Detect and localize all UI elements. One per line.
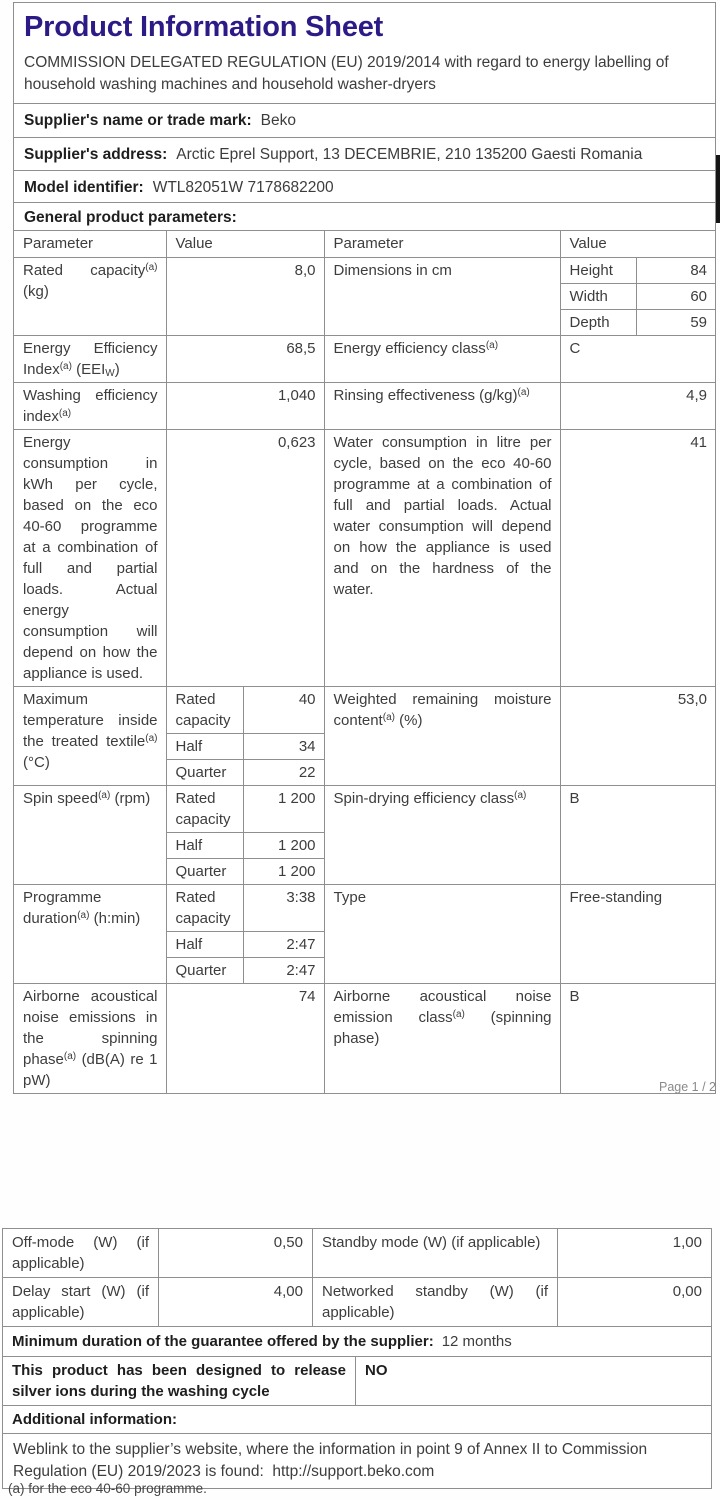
- load-value: 2:47: [243, 957, 324, 983]
- row-energy-efficiency-index: [14, 335, 715, 382]
- silver-ions-label: This product has been designed to release silver ions during the washing cycle: [3, 1357, 356, 1405]
- value-cell: 74: [166, 983, 324, 1093]
- param-cell: Spin speed$^{(a)}$ (rpm): [14, 785, 166, 884]
- dimension-value: 60: [636, 283, 715, 309]
- load-label: Half: [166, 832, 243, 858]
- table-header-row: [14, 231, 715, 257]
- param-cell: Programme duration$^{(a)}$ (h:min): [14, 884, 166, 983]
- value-cell: C: [560, 335, 715, 382]
- silver-ions-value: NO: [365, 1362, 388, 1379]
- load-label: Rated capacity: [166, 686, 243, 733]
- load-label: Half: [166, 931, 243, 957]
- row-rated-capacity: [14, 257, 715, 283]
- supplier-name-value: Beko: [260, 112, 296, 129]
- load-value: 40: [243, 686, 324, 733]
- value-cell: 8,0: [166, 257, 324, 335]
- param-cell: Energy Efficiency Index$^{(a)}$ $(EEI_W)$: [14, 335, 166, 382]
- param-cell: Off-mode (W) (if applicable): [3, 1229, 159, 1277]
- row-weblink: [3, 1433, 711, 1488]
- load-value: 1 200: [243, 858, 324, 884]
- value-cell: B: [560, 983, 715, 1093]
- supplier-address-value: Arctic Eprel Support, 13 DECEMBRIE, 210 135200 Gaesti Romania: [176, 146, 643, 163]
- row-washing-efficiency: [14, 382, 715, 429]
- load-value: 1 200: [243, 832, 324, 858]
- load-label: Quarter: [166, 759, 243, 785]
- load-value: 1 200: [243, 785, 324, 832]
- param-cell: Airborne acoustical noise emission class$^{(a)}$ (spinning phase): [324, 983, 560, 1093]
- dimension-label: Depth: [560, 309, 636, 335]
- param-cell: Type: [324, 884, 560, 983]
- column-header-value-right: Value: [560, 231, 715, 257]
- value-cell: 0,00: [672, 1283, 702, 1300]
- regulation-subtitle: COMMISSION DELEGATED REGULATION (EU) 2019/2014 with regard to energy labelling of household washing machines and household washer-dryers: [24, 54, 669, 93]
- value-cell: 1,00: [672, 1234, 702, 1251]
- general-parameters-table: [14, 231, 715, 1093]
- dimension-label: Width: [560, 283, 636, 309]
- value-cell: 68,5: [166, 335, 324, 382]
- param-cell: Energy consumption in kWh per cycle, based on the eco 40-60 programme at a combination of full and partial loads. Actual energy consumption will depend on how the appliance is used.: [14, 429, 166, 686]
- title-block: [14, 3, 715, 103]
- param-cell: Maximum temperature inside the treated textile$^{(a)}$ (°C): [14, 686, 166, 785]
- param-cell: Networked standby (W) (if applicable): [313, 1278, 558, 1326]
- load-label: Rated capacity: [166, 884, 243, 931]
- main-document-box: [13, 2, 716, 1094]
- param-cell: Weighted remaining moisture content$^{(a)}$ (%): [324, 686, 560, 785]
- model-identifier-value: WTL82051W 7178682200: [152, 179, 334, 196]
- dimension-value: 84: [636, 257, 715, 283]
- load-label: Quarter: [166, 957, 243, 983]
- guarantee-value: 12 months: [441, 1333, 512, 1350]
- load-value: 2:47: [243, 931, 324, 957]
- page-title: Product Information Sheet: [24, 11, 384, 43]
- load-value: 22: [243, 759, 324, 785]
- load-label: Quarter: [166, 858, 243, 884]
- value-cell: 53,0: [560, 686, 715, 785]
- value-cell: 0,50: [159, 1229, 313, 1277]
- value-cell: Free-standing: [560, 884, 715, 983]
- row-max-temperature: [14, 686, 715, 733]
- row-energy-consumption: [14, 429, 715, 686]
- column-header-parameter-left: Parameter: [14, 231, 166, 257]
- param-cell: Water consumption in litre per cycle, based on the eco 40-60 programme at a combination of full and partial loads. Actual water consumption will depend on how the appliance is used and on the hardness of the water.: [324, 429, 560, 686]
- param-cell: Spin-drying efficiency class$^{(a)}$: [324, 785, 560, 884]
- row-delay-start-networked: [3, 1277, 711, 1326]
- row-silver-ions: [3, 1356, 711, 1405]
- load-value: 3:38: [243, 884, 324, 931]
- supplier-name-row: [14, 103, 715, 137]
- row-additional-information: [3, 1405, 711, 1433]
- supplier-address-label: Supplier's address:: [24, 146, 168, 163]
- general-parameters-table-wrap: [14, 230, 715, 1093]
- value-cell: 4,9: [560, 382, 715, 429]
- param-cell: Standby mode (W) (if applicable): [313, 1229, 558, 1277]
- dimension-value: 59: [636, 309, 715, 335]
- footnote: (a) for the eco 40-60 programme.: [8, 1481, 207, 1496]
- param-cell: Airborne acoustical noise emissions in the spinning phase$^{(a)}$ (dB(A) re 1 pW): [14, 983, 166, 1093]
- param-cell: Rinsing effectiveness $(g/kg)^{(a)}$: [324, 382, 560, 429]
- param-cell: Dimensions in cm: [324, 257, 560, 335]
- load-label: Rated capacity: [166, 785, 243, 832]
- row-acoustical-noise: [14, 983, 715, 1093]
- general-parameters-label: General product parameters:: [24, 209, 237, 226]
- value-cell: B: [560, 785, 715, 884]
- param-cell: Rated capacity$^{(a)}$ (kg): [14, 257, 166, 335]
- row-programme-duration: [14, 884, 715, 931]
- value-cell: 0,623: [166, 429, 324, 686]
- page-indicator: Page 1 / 2: [659, 1080, 716, 1094]
- param-cell: Energy efficiency class$^{(a)}$: [324, 335, 560, 382]
- column-header-value-left: Value: [166, 231, 324, 257]
- supplier-name-label: Supplier's name or trade mark:: [24, 112, 252, 129]
- model-identifier-row: [14, 170, 715, 202]
- secondary-parameters-box: [2, 1228, 712, 1489]
- guarantee-label: Minimum duration of the guarantee offered by the supplier:: [12, 1333, 434, 1350]
- param-cell: Delay start (W) (if applicable): [3, 1278, 159, 1326]
- row-off-mode-standby: [3, 1229, 711, 1277]
- row-spin-speed: [14, 785, 715, 832]
- row-guarantee: [3, 1326, 711, 1356]
- value-cell: 41: [560, 429, 715, 686]
- general-parameters-heading-row: [14, 202, 715, 230]
- value-cell: 1,040: [166, 382, 324, 429]
- weblink-text: Weblink to the supplier’s website, where the information in point 9 of Annex II to Commission Regulation (EU) 2019/2023 is found: http://support.beko.com: [13, 1441, 648, 1480]
- load-label: Half: [166, 733, 243, 759]
- model-identifier-label: Model identifier:: [24, 179, 144, 196]
- column-header-parameter-right: Parameter: [324, 231, 560, 257]
- param-cell: Washing efficiency index$^{(a)}$: [14, 382, 166, 429]
- additional-information-label: Additional information:: [12, 1411, 177, 1428]
- dimension-label: Height: [560, 257, 636, 283]
- scan-artifact-bar: [716, 155, 720, 223]
- load-value: 34: [243, 733, 324, 759]
- supplier-address-row: [14, 137, 715, 170]
- value-cell: 4,00: [159, 1278, 313, 1326]
